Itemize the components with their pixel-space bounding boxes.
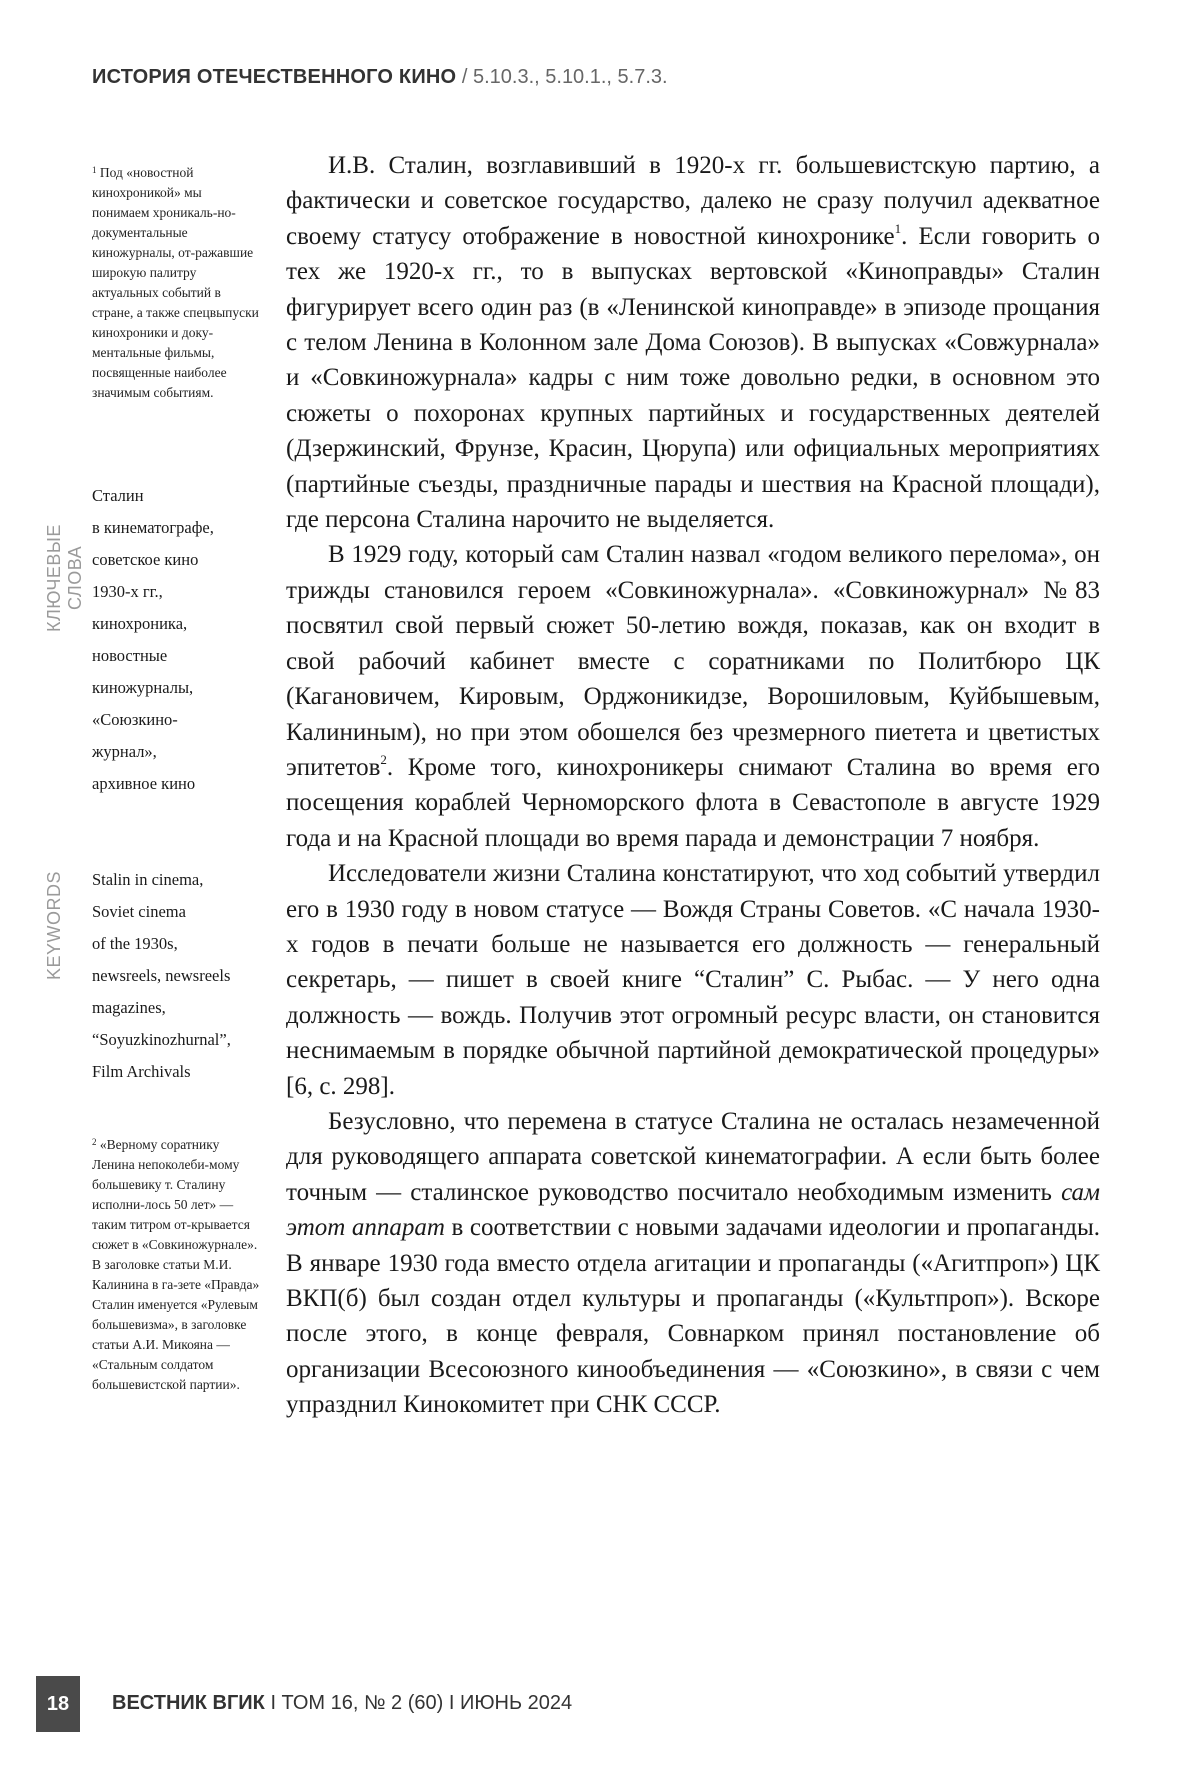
footnote-number: 2 xyxy=(92,1137,97,1147)
keyword: новостные xyxy=(92,646,168,665)
page-number: 18 xyxy=(36,1676,80,1732)
keyword: “Soyuzkinozhurnal”, xyxy=(92,1030,231,1049)
keywords-en-list xyxy=(92,864,272,1088)
keyword: Film Archivals xyxy=(92,1062,191,1081)
keyword: кинохроника, xyxy=(92,614,188,633)
page-footer xyxy=(36,1676,736,1732)
article-body xyxy=(286,148,1100,1423)
keyword: архивное кино xyxy=(92,774,196,793)
paragraph-3: Исследователи жизни Сталина констатируют, что ход событий утвердил его в 1930 году в новом статусе — Вождя Страны Советов. «С начала 1930-х годов в печати больше не называется его должность — генеральный секретарь, — пишет в своей книге “Сталин” С. Рыбас. — У него одна должность — вождь. Получив этот огромный ресурс власти, он становится неснимаемым в порядке обычной партийной демократической процедуры» [6, с. 298]. xyxy=(286,860,1100,1100)
keyword: Soviet cinema xyxy=(92,902,186,921)
keyword: magazines, xyxy=(92,998,166,1017)
keywords-ru-label: КЛЮЧЕВЫЕ СЛОВА xyxy=(44,524,85,632)
text-run: . Кроме того, кинохроникеры снимают Сталина во время его посещения кораблей Черноморского флота в Севастополе в августе 1929 года и на Красной площади во время парада и демонстрации 7 ноября. xyxy=(286,753,1100,852)
keyword: newsreels, newsreels xyxy=(92,966,231,985)
footnote-text: Под «новостной кинохроникой» мы понимаем хроникаль-но-документальные киножурналы, от-ражавшие широкую палитру актуальных событий в стране, а также спецвыпуски кинохроники и доку-ментальные фильмы, посвященные наиболее значимым событиям. xyxy=(92,165,259,400)
keyword: Сталин xyxy=(92,486,144,505)
text-run: И.В. Сталин, возглавивший в 1920-х гг. большевистскую партию, а фактически и советское государство, далеко не сразу получил адекватное своему статусу отображение в новостной кинохронике xyxy=(286,152,1100,250)
section-title: ИСТОРИЯ ОТЕЧЕСТВЕННОГО КИНО xyxy=(92,66,457,88)
paragraph-4 xyxy=(286,1104,1100,1423)
keyword: в кинематографе, xyxy=(92,518,214,537)
section-codes: / 5.10.3., 5.10.1., 5.7.3. xyxy=(456,66,668,88)
text-run: В 1929 году, который сам Сталин назвал «годом великого перелома», он трижды становился героем «Совкиножурнала». «Совкиножурнал» №83 посвятил свой первый сюжет 50-летию вождя, показав, как он входит в свой рабочий кабинет вместе с соратниками по Политбюро ЦК (Кагановичем, Кировым, Орджоникидзе, Ворошиловым, Куйбышевым, Калининым), но при этом обошелся без чрезмерного пиетета и цветистых эпитетов xyxy=(286,541,1100,781)
text-run: в соответствии с новыми задачами идеологии и пропаганды. В январе 1930 года вместо отдела агитации и пропаганды («Агитпроп») ЦК ВКП(б) был создан отдел культуры и пропаганды («Культпроп»). Вскоре после этого, в конце февраля, Совнарком принял постановление об организации Всесоюзного кинообъединения — «Союзкино», в связи с чем упразднил Кинокомитет при СНК СССР. xyxy=(286,1214,1100,1419)
keyword: Stalin in cinema, xyxy=(92,870,204,889)
text-run: Безусловно, что перемена в статусе Сталина не осталась незамеченной для руководящего аппарата советской кинематографии. А если быть более точным — сталинское руководство посчитало необходимым изменить xyxy=(286,1107,1100,1206)
keyword: журнал», xyxy=(92,742,157,761)
footnote-text: «Верному соратнику Ленина непоколеби-мому большевику т. Сталину исполни-лось 50 лет» — таким титром от-крывается сюжет в «Совкиножурнале». В заголовке статьи М.И. Калинина в га-зете «Правда» Сталин именуется «Рулевым большевизма», в заголовке статьи А.И. Микояна — «Стальным солдатом большевистской партии». xyxy=(92,1137,260,1392)
paragraph-2 xyxy=(286,537,1100,856)
issue-info: I ТОМ 16, № 2 (60) I ИЮНЬ 2024 xyxy=(264,1692,573,1714)
footnote-1 xyxy=(92,160,262,403)
keyword: советское кино xyxy=(92,550,199,569)
keyword: киножурналы, xyxy=(92,678,194,697)
paragraph-1 xyxy=(286,148,1100,537)
emphasis: сам этот аппарат xyxy=(286,1178,1100,1242)
keyword: «Союзкино- xyxy=(92,710,178,729)
footnote-ref[interactable]: 2 xyxy=(380,751,387,767)
footnote-2 xyxy=(92,1132,262,1395)
keywords-ru-list xyxy=(92,480,272,800)
footnote-number: 1 xyxy=(92,165,97,175)
journal-name: ВЕСТНИК ВГИК xyxy=(112,1692,265,1714)
journal-info xyxy=(112,1692,572,1715)
keywords-en-label: KEYWORDS xyxy=(44,870,64,980)
text-run: . Если говорить о тех же 1920-х гг., то в выпусках вертовской «Киноправды» Сталин фигурирует всего один раз (в «Ленинской киноправде» в эпизоде прощания с телом Ленина в Колонном зале Дома Союзов). В выпусках «Совжурнала» и «Совкиножурнала» кадры с ним тоже довольно редки, в основном это сюжеты о похоронах крупных партийных и государственных деятелей (Дзержинский, Фрунзе, Красин, Цюрупа) или официальных мероприятиях (партийные съезды, праздничные парады и шествия на Красной площади), где персона Сталина нарочито не выделяется. xyxy=(286,222,1100,534)
keyword: 1930-х гг., xyxy=(92,582,163,601)
footnote-ref[interactable]: 1 xyxy=(894,220,902,236)
keyword: of the 1930s, xyxy=(92,934,178,953)
running-head xyxy=(92,66,1092,89)
